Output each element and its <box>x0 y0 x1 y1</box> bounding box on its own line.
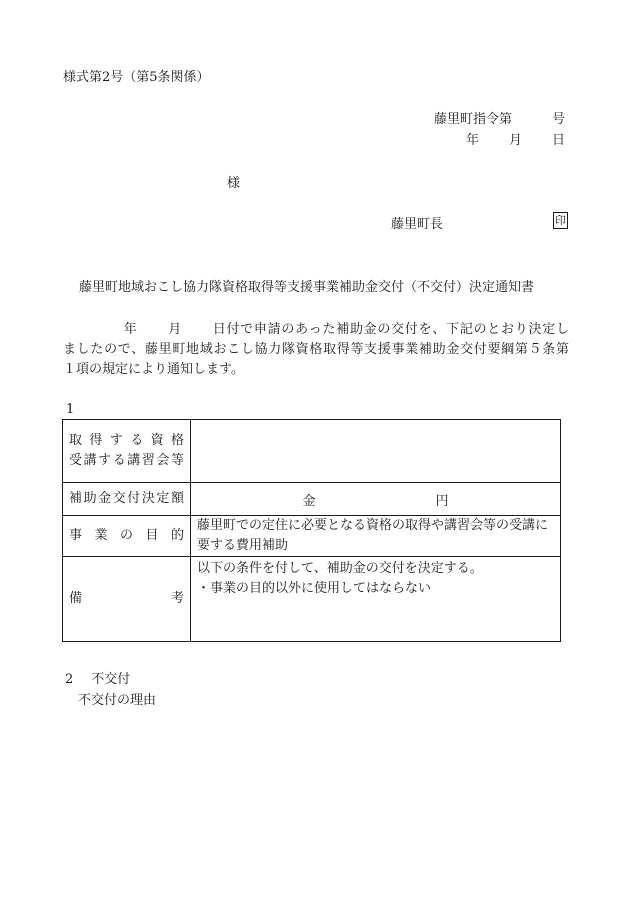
section-2-label: 不交付 <box>91 672 131 687</box>
recipient-honorific: 様 <box>227 176 241 191</box>
section-2-heading <box>65 668 130 687</box>
body-paragraph <box>63 320 569 380</box>
table-row-amount <box>63 483 561 516</box>
qualification-label-1: 取得する資格 <box>69 433 184 448</box>
table-row-remarks <box>63 557 561 642</box>
table-row-qualification <box>63 420 561 483</box>
directive-prefix: 藤里町指令第 <box>433 112 512 127</box>
remarks-line-2: ・事業の目的以外に使用してはならない <box>197 581 432 596</box>
body-line-1-text: 日付で申請のあった補助金の交付を、下記のとおり決定し <box>211 322 569 337</box>
date-year: 年 <box>465 133 479 148</box>
body-line-2: ましたので、藤里町地域おこし協力隊資格取得等支援事業補助金交付要綱第５条第 <box>63 342 569 357</box>
amount-suffix: 円 <box>435 493 449 509</box>
purpose-value: 藤里町での定住に必要となる資格の取得や講習会等の受講に要する費用補助 <box>191 516 561 557</box>
body-year: 年 <box>123 322 138 337</box>
purpose-label-cell <box>63 516 191 557</box>
body-line-1 <box>63 320 569 340</box>
remarks-line-1: 以下の条件を付して、補助金の交付を決定する。 <box>197 561 483 576</box>
grant-decision-table <box>62 419 561 642</box>
date-day: 日 <box>551 133 565 148</box>
issuer-name: 藤里町長 <box>391 217 444 232</box>
directive-number <box>434 108 565 127</box>
issue-date <box>466 129 565 148</box>
seal-mark: 印 <box>555 214 566 227</box>
amount-label-cell <box>63 483 191 516</box>
purpose-label: 事業の目的 <box>69 528 184 543</box>
section-2-number: 2 <box>65 672 74 687</box>
body-month: 月 <box>167 322 182 337</box>
table-row-purpose <box>63 516 561 557</box>
form-number: 様式第2号（第5条関係） <box>63 70 210 85</box>
directive-suffix: 号 <box>551 112 565 127</box>
date-month: 月 <box>508 133 522 148</box>
section-1-label: 1 <box>66 402 75 417</box>
remarks-value-cell <box>191 557 561 642</box>
non-grant-reason-label: 不交付の理由 <box>78 693 157 708</box>
body-line-3: １項の規定により通知します。 <box>63 362 244 377</box>
amount-value-cell <box>191 483 561 516</box>
qualification-label-2: 受講する講習会等 <box>69 453 184 468</box>
amount-label: 補助金交付決定額 <box>69 491 184 506</box>
remarks-label-cell <box>63 557 191 642</box>
amount-prefix: 金 <box>302 493 316 509</box>
qualification-value-cell <box>191 420 561 483</box>
document-title: 藤里町地域おこし協力隊資格取得等支援事業補助金交付（不交付）決定通知書 <box>79 280 535 295</box>
remarks-label: 備考 <box>69 591 184 606</box>
qualification-label-cell <box>63 420 191 483</box>
